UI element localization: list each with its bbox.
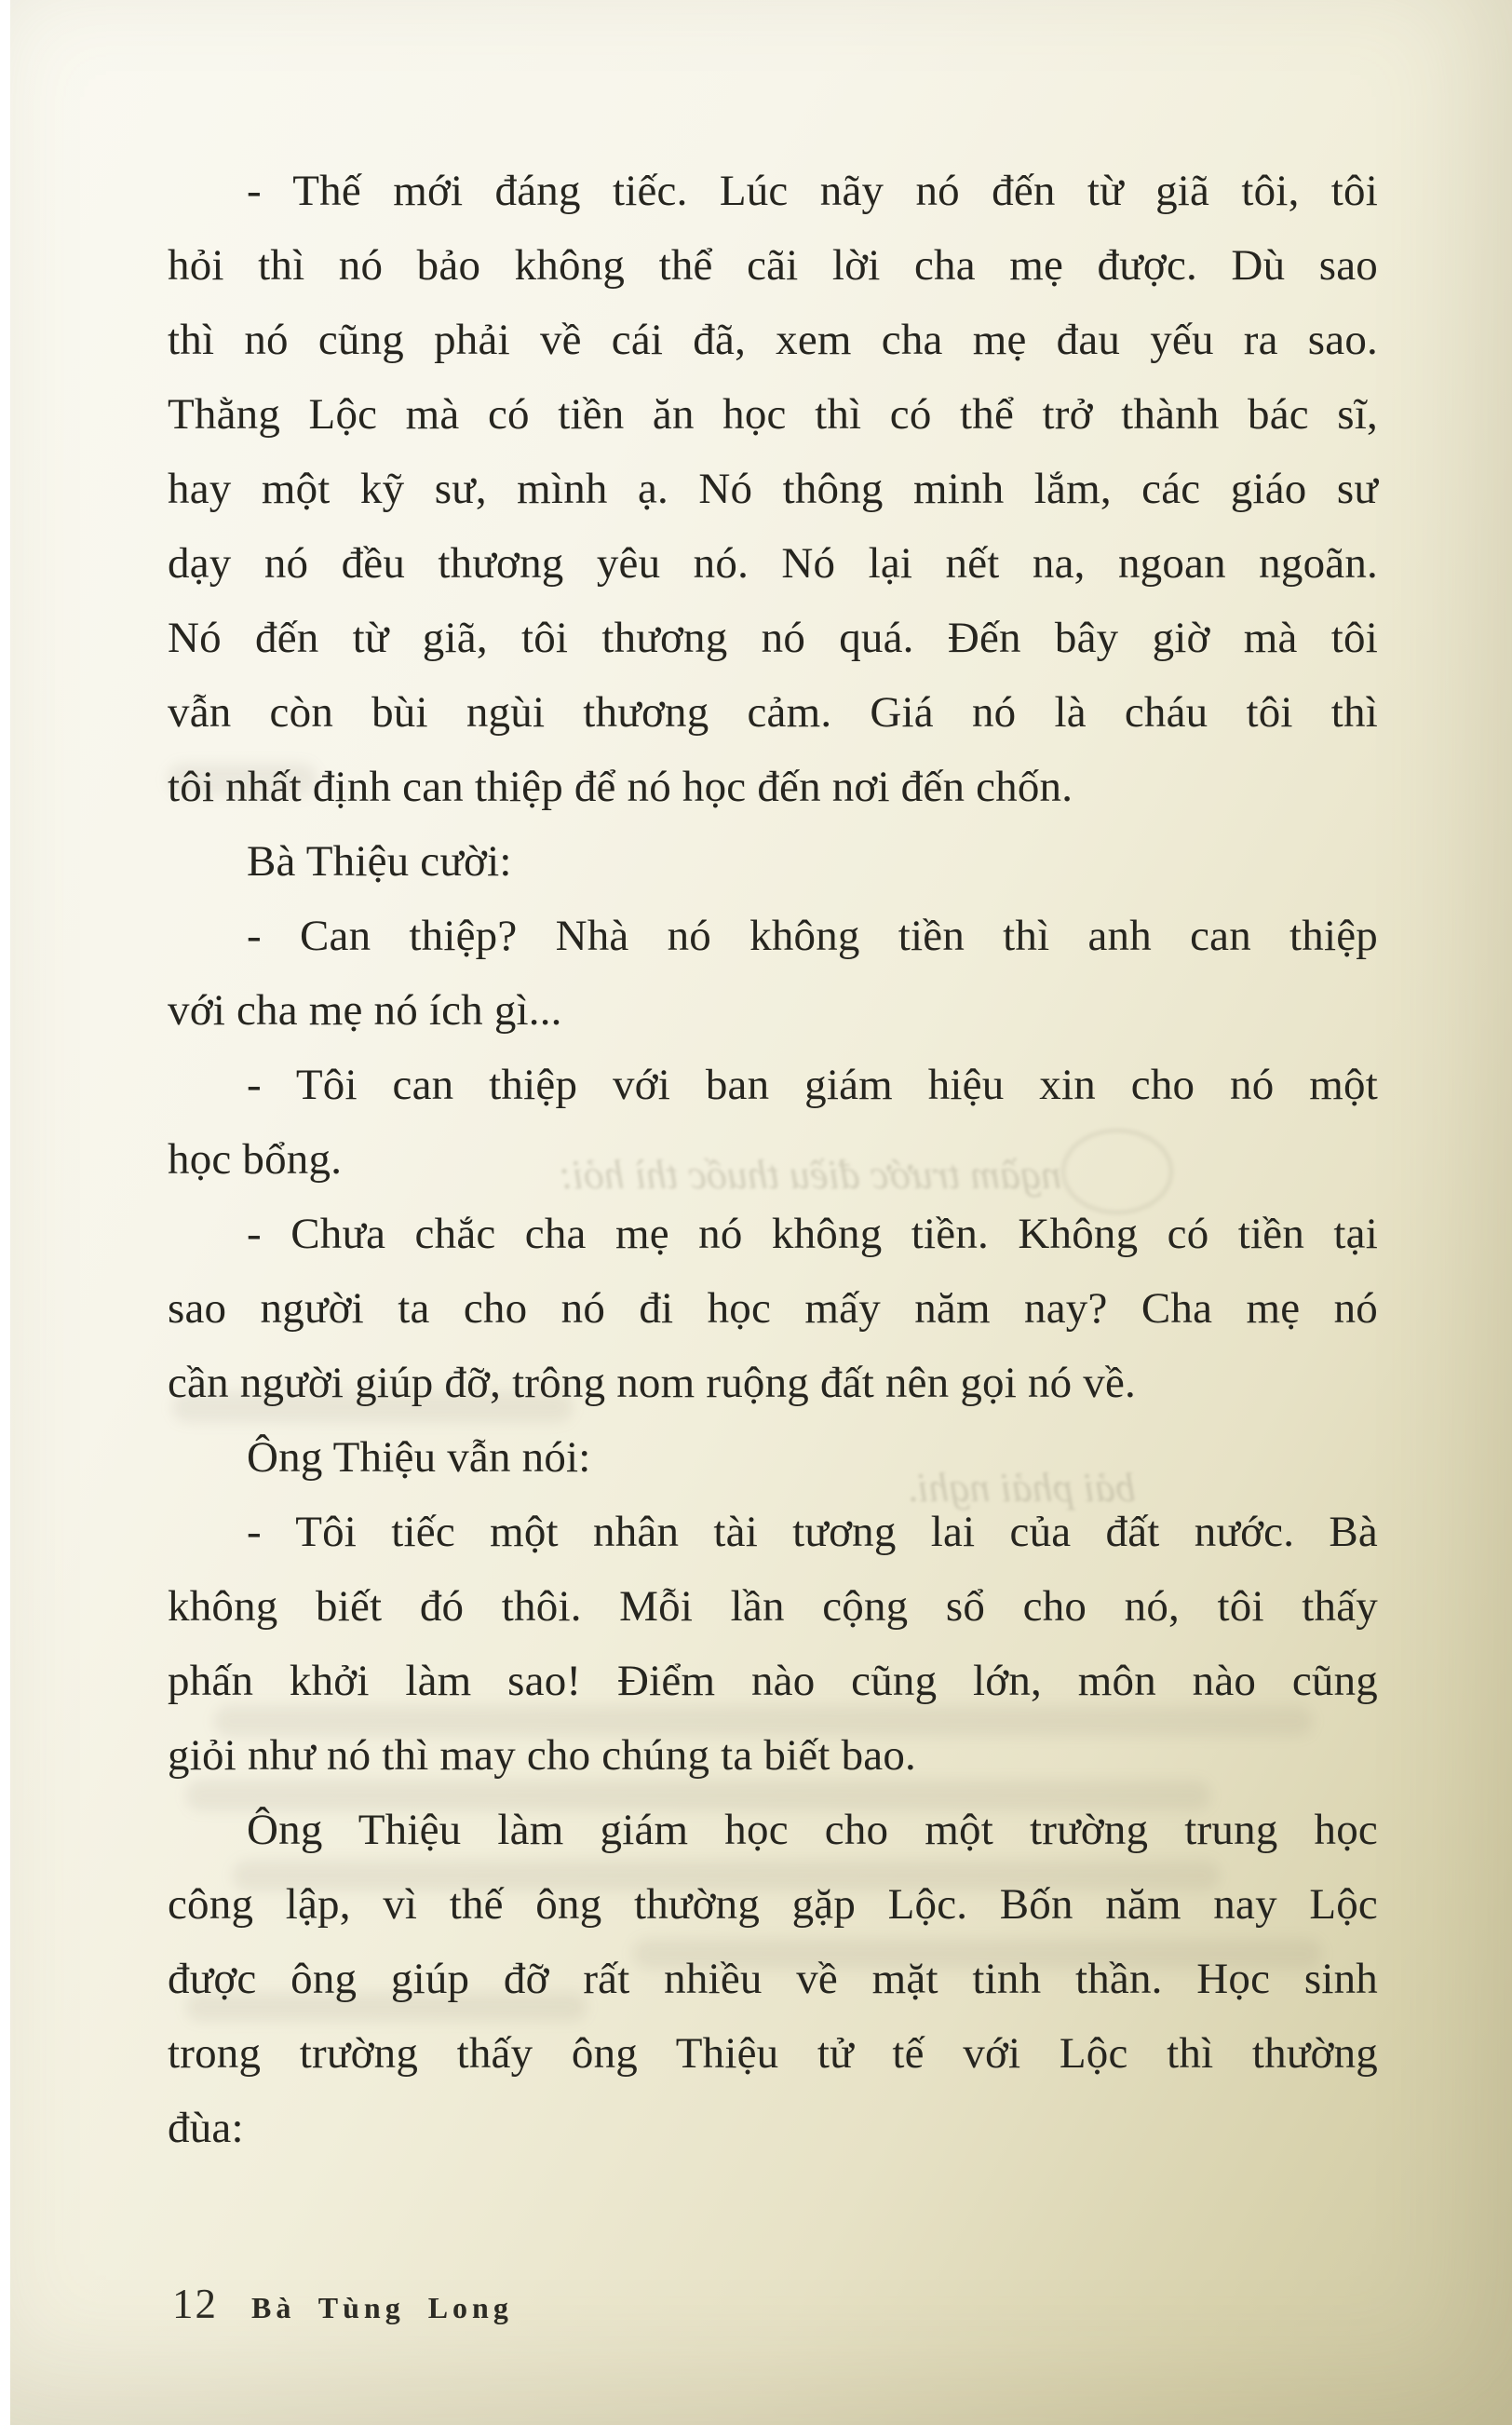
text-line: cần người giúp đỡ, trông nom ruộng đất nên gọi nó về. [168,1359,1136,1407]
text-line: đùa: [168,2104,244,2152]
text-line: hỏi thì nó bảo không thể cãi lời cha mẹ được. Dù sao [168,241,1378,290]
text-line: - Tôi tiếc một nhân tài tương lai của đất nước. Bà [247,1508,1378,1556]
text-line: giỏi như nó thì may cho chúng ta biết bao. [168,1731,917,1780]
text-line: - Chưa chắc cha mẹ nó không tiền. Không có tiền tại [247,1210,1378,1258]
text-line: sao người ta cho nó đi học mấy năm nay? Cha mẹ nó [168,1284,1378,1333]
text-line: Nó đến từ giã, tôi thương nó quá. Đến bây giờ mà tôi [168,614,1378,662]
text-line: Bà Thiệu cười: [247,837,512,886]
text-line: với cha mẹ nó ích gì... [168,986,562,1035]
page-footer [172,2280,513,2328]
text-line: vẫn còn bùi ngùi thương cảm. Giá nó là cháu tôi thì [168,688,1378,737]
text-line: - Can thiệp? Nhà nó không tiền thì anh can thiệp [247,912,1378,960]
text-line: học bổng. [168,1135,343,1184]
text-line: công lập, vì thế ông thường gặp Lộc. Bốn năm nay Lộc [168,1880,1378,1929]
page-number: 12 [172,2281,218,2327]
bleedthrough-text: ngầm trước điều thuốc thì hỏi: [559,1152,1061,1198]
text-line: - Tôi can thiệp với ban giám hiệu xin cho nó một [247,1061,1378,1109]
text-line: được ông giúp đỡ rất nhiều về mặt tinh thần. Học sinh [168,1955,1378,2003]
text-line: dạy nó đều thương yêu nó. Nó lại nết na, ngoan ngoãn. [168,539,1378,588]
text-line: Ông Thiệu làm giám học cho một trường trung học [247,1806,1378,1854]
text-block [168,154,1378,2165]
text-line: thì nó cũng phải về cái đã, xem cha mẹ đau yếu ra sao. [168,316,1378,364]
text-line: trong trường thấy ông Thiệu tử tế với Lộc thì thường [168,2029,1378,2078]
text-line: hay một kỹ sư, mình ạ. Nó thông minh lắm, các giáo sư [168,465,1378,513]
text-line: Thằng Lộc mà có tiền ăn học thì có thể trở thành bác sĩ, [168,390,1378,439]
text-line: phấn khởi làm sao! Điểm nào cũng lớn, môn nào cũng [168,1657,1378,1705]
bleedthrough-text: bải phải nghi. [907,1465,1136,1511]
page-edge-strip [0,0,10,2425]
text-line: không biết đó thôi. Mỗi lần cộng sổ cho nó, tôi thấy [168,1582,1378,1631]
author-name: Bà Tùng Long [251,2291,513,2324]
text-line: tôi nhất định can thiệp để nó học đến nơi đến chốn. [168,763,1073,811]
text-line: Ông Thiệu vẫn nói: [247,1433,591,1482]
text-line: - Thế mới đáng tiếc. Lúc nãy nó đến từ giã tôi, tôi [247,167,1378,215]
